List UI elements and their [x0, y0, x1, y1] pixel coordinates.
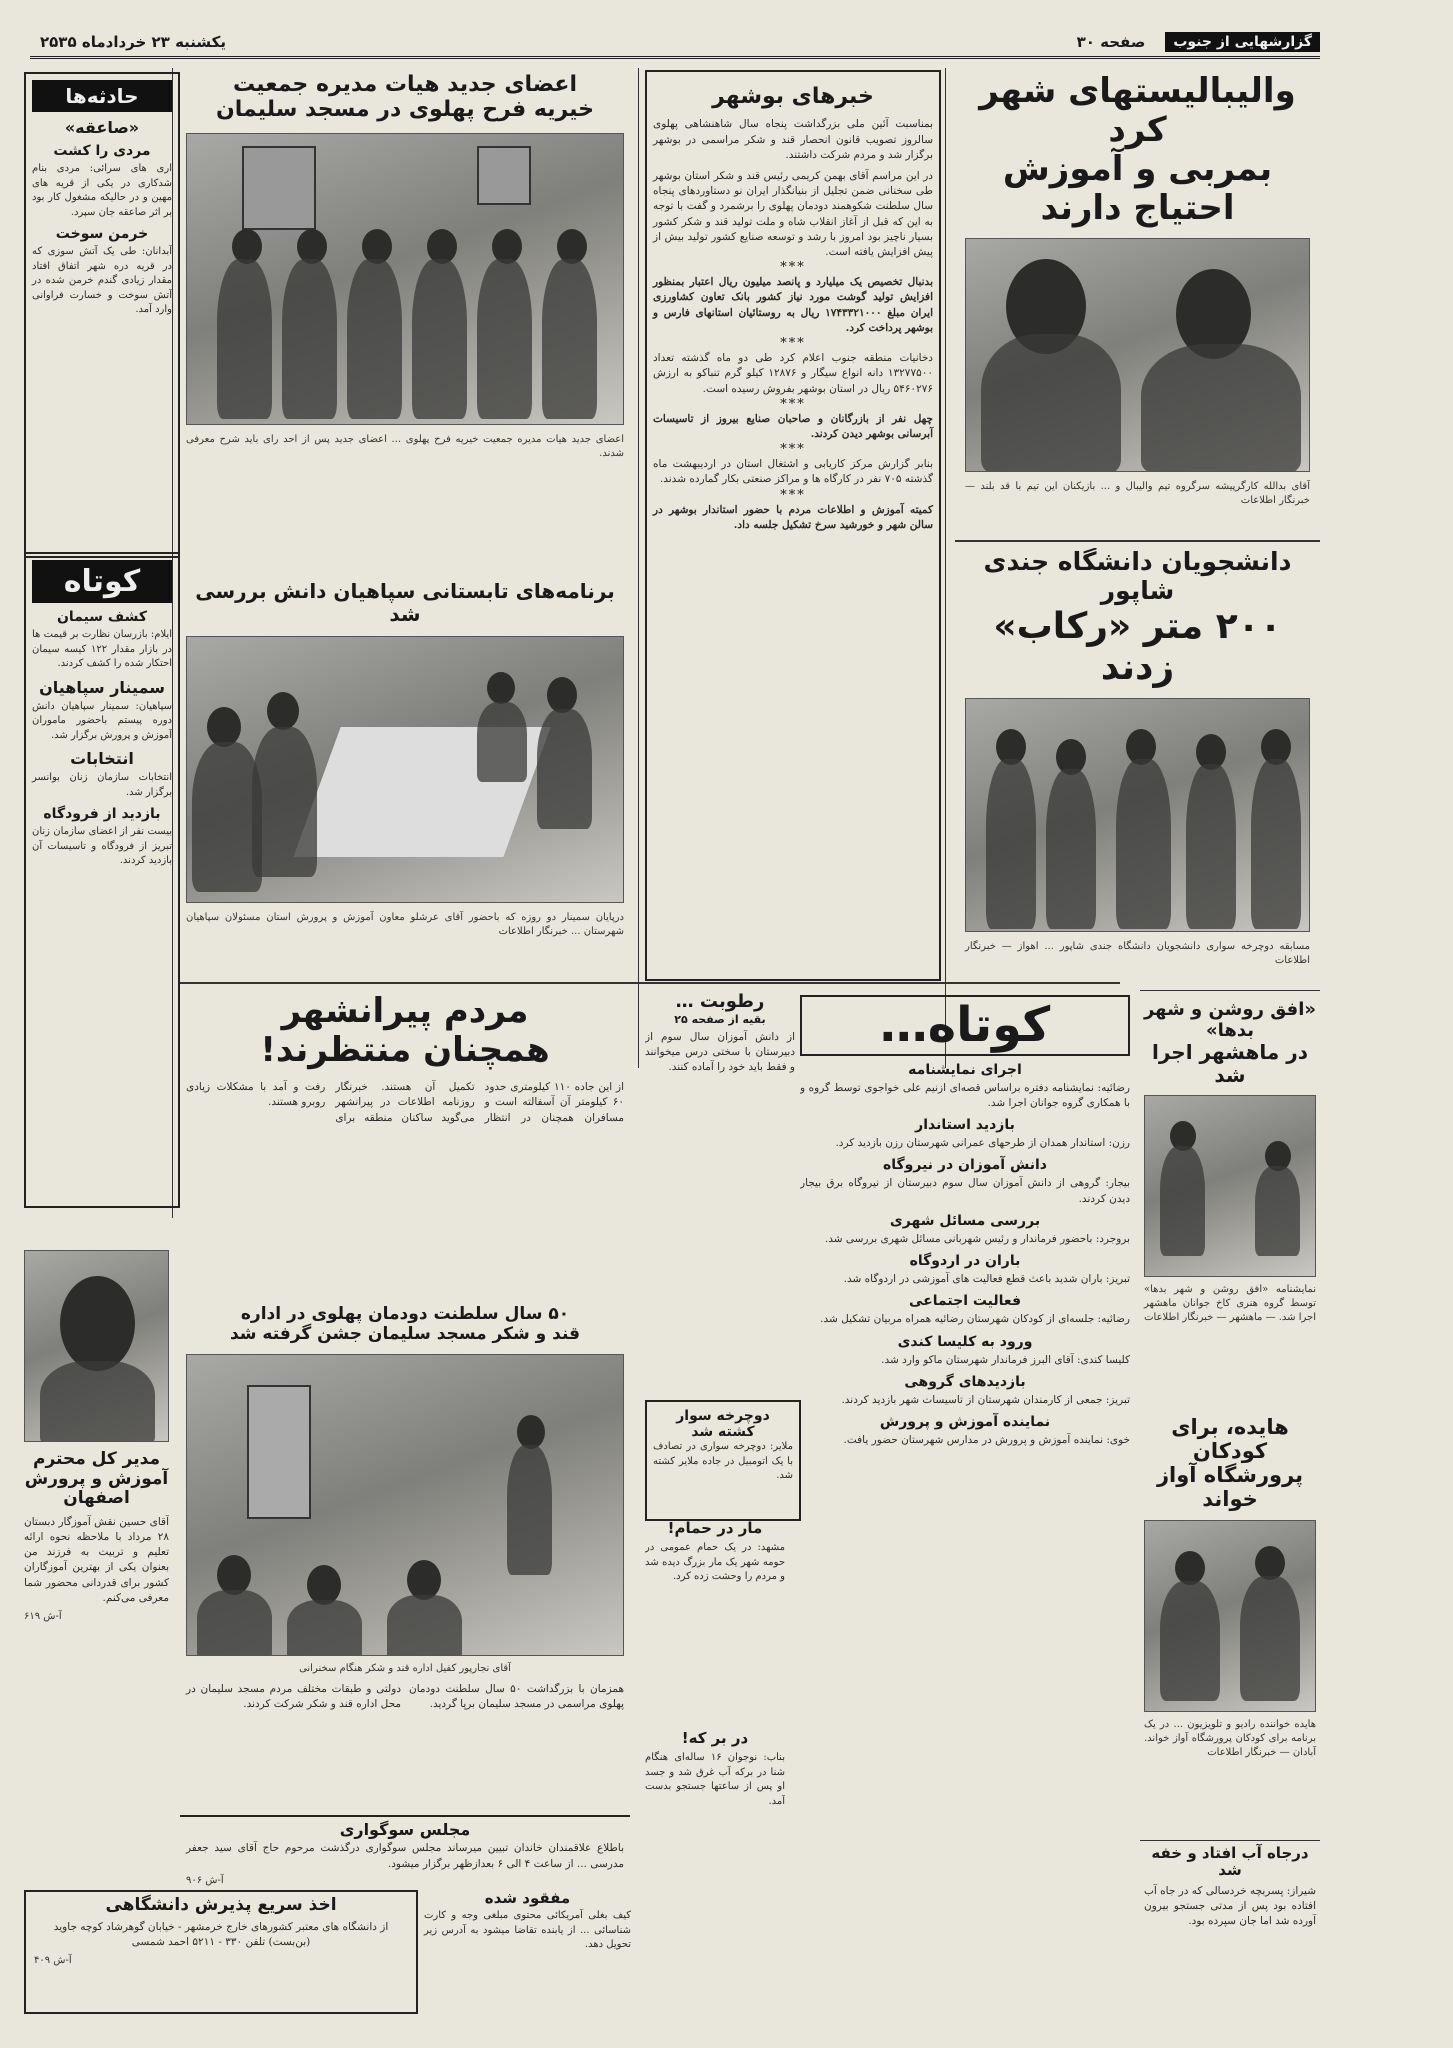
birka-article	[645, 1730, 785, 1970]
article-body: همزمان با بزرگداشت ۵۰ سال سلطنت دودمان پهلوی مراسمی در مسجد سلیمان برپا گردید.	[409, 1683, 624, 1711]
headline: قند و شکر مسجد سلیمان جشن گرفته شد	[229, 1323, 581, 1344]
subheading: نماینده آموزش و پرورش	[879, 1413, 1051, 1430]
subheading: خرمن سوخت	[55, 226, 149, 242]
article-body: بمناسبت آئین ملی بزرگداشت پنجاه سال شاهنشاهی پهلوی سالروز تصویب قانون انحصار قند و شکر مراسمی در بوشهر برگزار شد و مردم شرکت داشتند.	[653, 118, 933, 161]
article-body: کلیسا کندی: آقای البرز فرماندار شهرستان ماکو وارد شد.	[881, 1353, 1130, 1366]
subheading: بازدید از فرودگاه	[43, 806, 161, 822]
volleyball-article	[955, 72, 1320, 542]
column-rule	[638, 68, 639, 1068]
haydeh-photo	[1144, 1520, 1316, 1712]
headline: هایده، برای کودکان	[1171, 1415, 1289, 1464]
photo-caption: مسابقه دوچرخه سواری دانشجویان دانشگاه جندی شاپور ... اهواز — خبرنگار اطلاعات	[965, 941, 1310, 967]
subheading: «صاعقه»	[64, 118, 140, 137]
kotah-side-column	[24, 552, 180, 1208]
subheading: دانش آموزان در نیروگاه	[883, 1157, 1047, 1174]
ceremony-photo	[186, 1354, 624, 1656]
headline: دانشجویان دانشگاه جندی شاپور	[983, 548, 1292, 605]
headline: در بر که!	[681, 1730, 749, 1747]
afagh-article	[1140, 1000, 1320, 1410]
article-body: انتخابات سازمان زنان بوانسر برگزار شد.	[32, 772, 172, 798]
article-body: بدنبال تخصیص یک میلیارد و پانصد میلیون ریال اعتبار بمنظور افزایش تولید گوشت مورد نیاز کشور بانک تعاون کشاورزی ایران مبلغ ۱۷۴۳۳۲۱۰۰۰ ریال به روستائیان استانهای فارس و بوشهر پرداخت کرد.	[653, 276, 933, 334]
seminar-photo	[186, 636, 624, 903]
article-body: رزن: استاندار همدان از طرحهای عمرانی شهرستان رزن بازدید کرد.	[835, 1137, 1130, 1150]
ad-code: آ-ش ۴۰۹	[34, 1954, 72, 1966]
article-body: خوی: نماینده آموزش و پرورش در مدارس شهرستان حضور یافت.	[843, 1433, 1130, 1446]
bushehr-article: خبرهای بوشهر بمناسبت آئین ملی بزرگداشت پنجاه سال شاهنشاهی پهلوی سالروز تصویب قانون انحصار قند و شکر مراسمی در بوشهر برگزار شد و مردم شرکت داشتند. در این مراسم آقای بهمن کریمی رئیس قند و شکر استان بوشهر طی سخنانی ضمن تجلیل از بنیانگذار ایران نو دستاوردهای پنجاه سال سلطنت شکوهمند دودمان پهلوی را برشمرد و گفت با توجه به این که قبل از آغاز انقلاب شاه و ملت تولید قند و شکر کشور بسیار ناچیز بود امروز با رشد و توسعه صنایع کشور تولید بیش از پیش افزایش یافته است. *** بدنبال تخصیص یک میلیارد و پانصد میلیون ریال اعتبار بمنظور افزایش تولید گوشت مورد نیاز کشور بانک تعاون کشاورزی ایران مبلغ ۱۷۴۳۳۲۱۰۰۰ ریال به روستائیان استانهای فارس و بوشهر پرداخت کرد. *** دخانیات منطقه جنوب اعلام کرد طی دو ماه گذشته تعداد ۱۳۲۷۷۵۰۰ دانه انواع سیگار و ۱۲۸۷۶ کیلو گرم تنباکو به ارزش ۵۴۶۰۲۷۶ ریال در استان بوشهر بفروش رسیده است. *** چهل نفر از بازرگانان و صاحبان صنایع بیروز از تاسیسات آبرسانی بوشهر دیدن کردند. *** بنابر گزارش مرکز کاریابی و اشتغال استان در اردیبهشت ماه گذشته ۷۰۵ نفر در کارگاه ها و مراکز صنعتی بکار گمارده شدند. *** کمیته آموزش و اطلاعات مردم با حضور استاندار بوشهر در سالن شهر و خورشید سرخ تشکیل جلسه داد.	[645, 70, 941, 981]
headline: والیبالیستهای شهر کرد	[979, 72, 1296, 151]
article-body: بروجرد: باحضور فرماندار و رئیس شهربانی مسائل شهری بررسی شد.	[824, 1232, 1130, 1245]
headline: برنامه‌های تابستانی سپاهیان دانش بررسی شد	[195, 580, 615, 626]
photo-caption: هایده خواننده رادیو و تلویزیون ... در یک برنامه برای کودکان پرورشگاه آواز خواند. آبادان — خبرنگار اطلاعات	[1144, 1718, 1316, 1758]
headline: مردم پیرانشهر	[281, 992, 529, 1031]
subheading: ورود به کلیسا کندی	[897, 1333, 1033, 1350]
lost-notice	[420, 1890, 635, 2010]
article-body: رضائیه: جلسه‌ای از کودکان شهرستان رضائیه همراه مربیان تشکیل شد.	[820, 1313, 1130, 1326]
article-body: از دانش آموزان سال سوم از دبیرستان با سختی درس میخوانند و فقط باید خود را آماده کنند.	[645, 1030, 795, 1074]
article-body: اری های سرائی: مردی بنام شدکاری در یکی از قریه های مهین و در حالیکه مشغول کار بود بر اثر صاعقه جان سپرد.	[32, 163, 172, 218]
haydeh-article	[1140, 1415, 1320, 1835]
ratoobat-article	[645, 992, 795, 1292]
photo-caption: اعضای جدید هیات مدیره جمعیت خیریه فرح پهلوی ... اعضای جدید پس از احد رای باید شرح معرفی شدند.	[186, 433, 624, 459]
headline: اخذ سریع پذیرش دانشگاهی	[105, 1895, 337, 1915]
section-badge: گزارشهایی از جنوب	[1165, 32, 1320, 52]
article-body: بیجار: گروهی از دانش آموزان سال سوم دبیرستان از نیروگاه برق بیجار دیدن کردند.	[800, 1177, 1130, 1205]
events-column	[24, 72, 180, 558]
issue-date: یکشنبه ۲۳ خردادماه ۲۵۳۵	[40, 33, 227, 51]
photo-caption: نمایشنامه «افق روشن و شهر بدها» توسط گروه هنری کاخ جوانان ماهشهر اجرا شد. — ماهشهر — خبرنگار اطلاعات	[1144, 1284, 1316, 1324]
divider	[1140, 990, 1320, 991]
headline: اصفهان	[63, 1488, 130, 1509]
article-body: دخانیات منطقه جنوب اعلام کرد طی دو ماه گذشته تعداد ۱۳۲۷۷۵۰۰ دانه انواع سیگار و ۱۲۸۷۶ کیلو گرم تنباکو به ارزش ۵۴۶۰۲۷۶ ریال در استان بوشهر بفروش رسیده است.	[653, 352, 934, 395]
drowned-article	[1140, 1840, 1320, 2020]
majles-notice	[180, 1815, 630, 1887]
article-body: ملایر: دوچرخه سواری در تصادف با یک اتومبیل در جاده ملایر کشته شد.	[653, 1441, 793, 1482]
headline: بمربی و آموزش احتیاج دارند	[1002, 149, 1273, 229]
sepahi-article	[180, 580, 630, 980]
article-body: ایلام: بازرسان نظارت بر قیمت ها در بازار مقدار ۱۲۲ کیسه سیمان احتکار شده را کشف کردند.	[32, 629, 172, 669]
events-title: حادثه‌ها	[32, 80, 172, 112]
headline: اعضای جدید هیات مدیره جمعیت	[233, 72, 577, 97]
article-body: آبدانان: طی یک آتش سوزی که در قریه دره شهر اتفاق افتاد مقدار زیادی گندم خرمن شده در آتش سوخت و خسارت فراوانی وارد آمد.	[32, 246, 172, 315]
subheading: بررسی مسائل شهری	[889, 1212, 1041, 1229]
cyclist-article	[645, 1400, 801, 1521]
headline: کشته شد	[691, 1424, 755, 1441]
ad-code: آ-ش ۹۰۶	[186, 1874, 224, 1886]
headline: در ماهشهر اجرا شد	[1151, 1040, 1309, 1088]
students-article	[955, 548, 1320, 978]
photo-caption: آقای نجارپور کفیل اداره قند و شکر هنگام سخنرانی	[299, 1663, 511, 1675]
article-body: تبریز: جمعی از کارمندان شهرستان از تاسیسات شهر بازدید کردند.	[841, 1393, 1130, 1406]
volleyball-photo	[965, 238, 1310, 472]
article-body: چهل نفر از بازرگانان و صاحبان صنایع بیروز از تاسیسات آبرسانی بوشهر دیدن کردند.	[653, 412, 933, 441]
kotah-title: کوتاه…	[800, 995, 1130, 1056]
subheading: سمینار سپاهیان	[39, 677, 165, 697]
article-body: کیف بغلی آمریکائی محتوی مبلغی وجه و کارت شناسائی ... از یابنده تقاضا میشود به آدرس زیر تحویل دهد.	[424, 1910, 631, 1951]
cyclists-photo	[965, 698, 1310, 932]
headline: همچنان منتظرند!	[260, 1030, 550, 1071]
subheading: بازدید استاندار	[915, 1117, 1015, 1134]
divider	[955, 540, 1320, 542]
headline: مار در حمام!	[667, 1520, 763, 1537]
article-body: تبریز: باران شدید باعث قطع فعالیت های آموزشی در اردوگاه شد.	[843, 1273, 1130, 1286]
article-body: باطلاع علاقمندان خاندان تبیین میرساند مجلس سوگواری درگذشت مرحوم حاج آقای سید جعفر مدرسی ... از ساعت ۴ الی ۶ بعدازظهر برگزار میشود.	[186, 1842, 624, 1870]
teacher-photo	[24, 1250, 169, 1442]
board-article	[180, 72, 630, 587]
article-body: آقای حسین نقش آموزگار دبستان ۲۸ مرداد با ملاحظه نحوه ارائه تعلیم و تربیت به فرزند من بعنوان یکی از بهترین آموزگاران کشور برای قدردانی محضور شما معرفی می‌کنم.	[24, 1515, 169, 1604]
headline: مدیر کل محترم	[33, 1449, 160, 1469]
article-body: کمیته آموزش و اطلاعات مردم با حضور استاندار بوشهر در سالن شهر و خورشید سرخ تشکیل جلسه داد.	[653, 503, 933, 531]
ad-code: آ-ش ۶۱۹	[24, 1610, 62, 1622]
headline: خیریه فرح پهلوی در مسجد سلیمان	[216, 97, 594, 123]
headline: ۵۰ سال سلطنت دودمان پهلوی در اداره	[240, 1305, 570, 1324]
kotah-column	[800, 995, 1130, 2025]
page-header	[30, 28, 1320, 59]
director-article	[24, 1250, 169, 1880]
headline: دوچرخه سوار	[676, 1408, 770, 1424]
subheading: فعالیت اجتماعی	[909, 1293, 1021, 1310]
article-body: از دانشگاه های معتبر کشورهای خارج خرمشهر - خیابان گوهرشاد کوچه جاوید (بن‌بست) تلفن ۳۳۰ - ۵۲۱۱ احمد شمسی	[53, 1920, 389, 1948]
article-body: شیراز: پسربچه خردسالی که در جاه آب افتاده بود پس از مدتی جستجو بیرون آورده شد اما جان سپرده بود.	[1144, 1884, 1316, 1927]
headline: آموزش و پرورش	[24, 1468, 169, 1489]
subheading: مردی را کشت	[53, 143, 151, 159]
snake-article	[645, 1520, 785, 1720]
subheading: بازدیدهای گروهی	[904, 1373, 1026, 1390]
article-body: رضائیه: نمایشنامه دفتره براساس قصه‌ای ازنیم علی خواجوی توسط گروه و با همکاری گروه جوانان اجرا شد.	[800, 1081, 1130, 1110]
anniversary-article	[180, 1305, 630, 1745]
headline: مفقود شده	[484, 1890, 571, 1907]
article-body: دولتی و طبقات مختلف مردم مسجد سلیمان در محل اداره قند و شکر شرکت کردند.	[186, 1683, 401, 1711]
headline: درجاه آب افتاد و خفه شد	[1140, 1840, 1320, 1880]
subheading: بقیه از صفحه ۲۵	[674, 1012, 766, 1026]
subheading: باران در اردوگاه	[909, 1253, 1021, 1270]
divider	[180, 982, 1120, 984]
board-photo	[186, 133, 624, 425]
piranshahr-article	[180, 992, 630, 1292]
headline: پرورشگاه آواز خواند	[1156, 1463, 1304, 1512]
headline: خبرهای بوشهر	[712, 84, 874, 109]
headline: مجلس سوگواری	[339, 1820, 471, 1839]
admission-ad	[24, 1890, 418, 2014]
photo-caption: آقای بدالله کارگرپیشه سرگروه تیم والیبال و ... بازیکنان این تیم با قد بلند — خبرنگار اطلاعات	[965, 481, 1310, 507]
subheading: کشف سیمان	[56, 609, 147, 625]
photo-caption: درپایان سمینار دو روزه که باحضور آقای عرشلو معاون آموزش و پرورش استان مسئولان سپاهیان شهرستان ... خبرنگار اطلاعات	[186, 912, 624, 937]
article-body: مشهد: در یک حمام عمومی در حومه شهر یک مار بزرگ دیده شد و مردم را وحشت زده کرد.	[645, 1542, 785, 1583]
headline: ۲۰۰ متر «رکاب» زدند	[993, 605, 1282, 688]
subheading: اجرای نمایشنامه	[908, 1061, 1022, 1078]
article-body: بناب: نوجوان ۱۶ ساله‌ای هنگام شنا در برکه آب غرق شد و جسد او پس از ساعتها جستجو بدست آمد.	[645, 1752, 785, 1807]
kotah-side-title: کوتاه	[32, 560, 172, 603]
article-body: در این مراسم آقای بهمن کریمی رئیس قند و شکر استان بوشهر طی سخنانی ضمن تجلیل از بنیانگذار ایران نو دستاوردهای پنجاه سال سلطنت شکوهمند دودمان پهلوی را برشمرد و گفت با توجه به این که قبل از آغاز انقلاب شاه و ملت تولید قند و شکر کشور بسیار ناچیز بود امروز با رشد و توسعه صنایع کشور تولید بیش از پیش افزایش یافته است.	[653, 169, 933, 259]
headline: «افق روشن و شهر بدها»	[1143, 1000, 1317, 1041]
article-body: بیست نفر از اعضای سازمان زنان تبریز از فرودگاه و تاسیسات آن بازدید کردند.	[32, 826, 172, 866]
subheading: انتخابات	[70, 749, 134, 768]
article-body: از این جاده ۱۱۰ کیلومتری حدود ۶۰ کیلومتر آن آسفالته است و مسافران همچنان در انتظار تکمیل آن هستند. خبرنگار روزنامه اطلاعات در پیرانشهر می‌گوید ساکنان منطقه برای رفت و آمد با مشکلات زیادی روبرو هستند.	[186, 1081, 625, 1124]
article-body: بنابر گزارش مرکز کاریابی و اشتغال استان در اردیبهشت ماه گذشته ۷۰۵ نفر در کارگاه ها و مراکز صنعتی بکار گمارده شدند.	[653, 458, 933, 486]
page-number: صفحه ۳۰	[1076, 33, 1146, 51]
article-body: سپاهیان: سمینار سپاهیان دانش دوره پیستم باحضور ماموران آموزش و پرورش برگزار شد.	[32, 700, 172, 741]
theater-photo	[1144, 1095, 1316, 1277]
headline: رطوبت …	[675, 992, 765, 1012]
column-rule	[945, 68, 946, 1068]
